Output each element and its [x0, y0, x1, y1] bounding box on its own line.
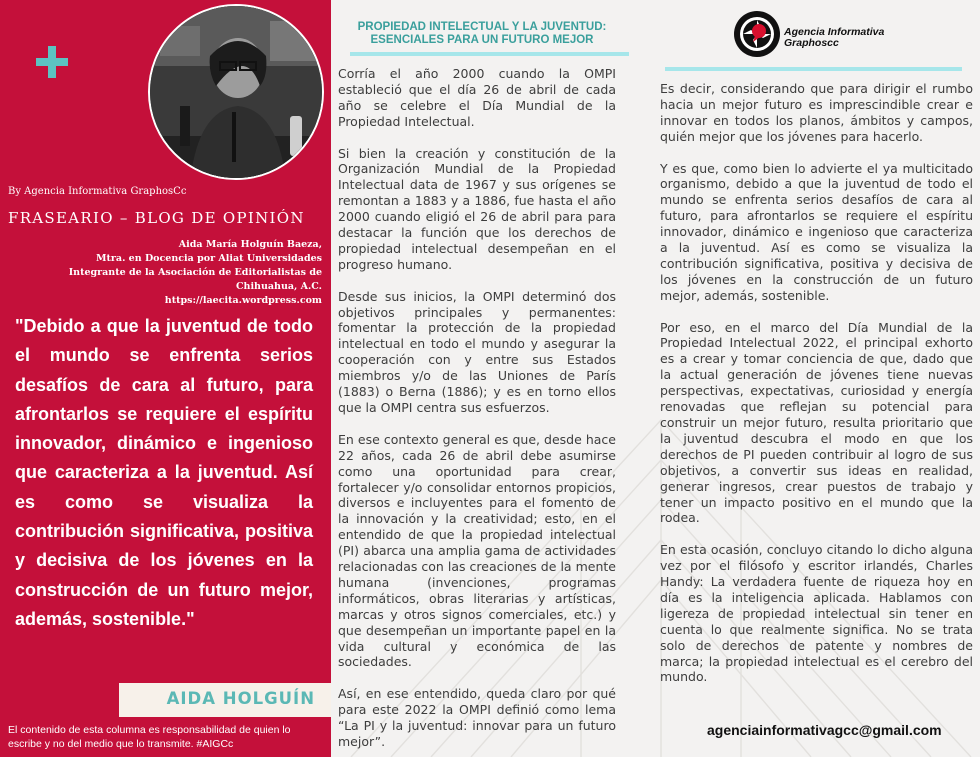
logo-divider	[665, 67, 962, 71]
paragraph: Por eso, en el marco del Día Mundial de la Propiedad Intelectual 2022, el principal exhorto es a crear y tomar conciencia de que, dado que la actual generación de jóvenes tiene nuevas perspectivas, expectativas, curiosidad y energía renovadas que reflejan su potencial para construir un mejor futuro, resulta prioritario que la juventud descubra el modo en que los derechos de PI pueden contribuir al logro de sus objetivos, a convertir sus ideas en realidad, generar ingresos, crear puestos de trabajo y tener un impacto positivo en el mundo que la rodea.	[660, 319, 973, 526]
title-divider	[350, 52, 629, 56]
blog-title: FRASEARIO – BLOG DE OPINIÓN	[8, 209, 305, 227]
author-website-link[interactable]: https://laecita.wordpress.com	[164, 295, 322, 306]
paragraph: Es decir, considerando que para dirigir el rumbo hacia un mejor futuro es imprescindible crear e innovar en todos los planos, ámbitos y campos, quién mejor que los jóvenes para hacerlo.	[660, 81, 973, 144]
paragraph: En esta ocasión, concluyo citando lo dicho alguna vez por el filósofo y escritor irlandés, Charles Handy: La verdadera fuente de riqueza hoy en día es la inteligencia aplicada. Hablamos con ligereza de propiedad intelectual sin tener en cuenta lo que realmente significa. No se trata solo de derechos de patente y nombres de marca; la propiedad intelectual es el cerebro del mundo.	[660, 542, 973, 685]
author-name: AIDA HOLGUÍN	[166, 689, 315, 708]
agency-logo	[733, 10, 893, 58]
author-portrait	[148, 4, 324, 180]
portrait-image	[150, 6, 324, 180]
author-full-name: Aida María Holguín Baeza,	[178, 239, 322, 250]
left-panel	[0, 0, 331, 757]
paragraph: Así, en ese entendido, queda claro por qué para este 2022 la OMPI definió como lema “La PI y la juventud: innovar para un futuro mejor”.	[338, 686, 616, 749]
paragraph: Si bien la creación y constitución de la Organización Mundial de la Propiedad Intelectual data de 1967 y sus orígenes se remontan a 1883 y a 1886, fue hasta el año 2000 cuando eligió el 26 de abril para para destacar la función que los derechos de propiedad intelectual desempeñan en el progreso humano.	[338, 145, 616, 272]
author-info	[8, 238, 322, 308]
paragraph: Desde sus inicios, la OMPI determinó dos objetivos principales y permanentes: fomentar la protección de la propiedad intelectual en todo el mundo y asegurar la cooperación con y entre sus Estados miembros y/o de las Uniones de París (1883) o Berna (1886); y es en torno ellos que la OMPI centra sus esfuerzos.	[338, 288, 616, 415]
agency-logo-line-1: Agencia Informativa	[784, 26, 885, 38]
contact-email[interactable]: agenciainformativagcc@gmail.com	[707, 722, 942, 738]
agency-logo-line-2: Graphoscc	[784, 37, 839, 49]
author-association-city: Chihuahua, A.C.	[235, 281, 322, 292]
article-title	[352, 21, 612, 47]
paragraph: Corría el año 2000 cuando la OMPI estableció que el día 26 de abril de cada año se celebre el Día Mundial de la Propiedad Intelectual.	[338, 66, 616, 129]
author-degree: Mtra. en Docencia por Aliat Universidades	[96, 253, 322, 264]
disclaimer: El contenido de esta columna es responsabilidad de quien lo escribe y no del medio que lo transmite. #AIGCc	[8, 724, 291, 750]
plus-icon	[36, 46, 68, 78]
paragraph: En ese contexto general es que, desde hace 22 años, cada 26 de abril debe asumirse como una oportunidad para crear, fortalecer y/o consolidar entornos propicios, diversos e incluyentes para el fomento de la innovación y la creatividad; esto, en el entendido de que la propiedad intelectual (PI) abarca una amplia gama de actividades relacionadas con las creaciones de la mente humana (invenciones, programas informáticos, obras literarias y artísticas, marcas y otros signos comerciales, etc.) y que desempeñan un importante papel en la vida cultural y económica de las sociedades.	[338, 431, 616, 670]
camera-lens-icon	[733, 10, 781, 58]
paragraph: Y es que, como bien lo advierte el ya multicitado organismo, debido a que la juventud de todo el mundo se enfrenta serios desafíos de cara al futuro, para afrontarlos se requiere el espíritu innovador, dinámico e ingenioso que caracteriza a la juventud. Así es como se visualiza la contribución significativa, positiva y decisiva de los jóvenes en la construcción de un futuro mejor, además, sostenible.	[660, 160, 973, 303]
article-column-2	[660, 81, 973, 701]
article-column-1	[338, 66, 616, 757]
pull-quote: "Debido a que la juventud de todo el mundo se enfrenta serios desafíos de cara al futuro, para afrontarlos se requiere el espíritu innovador, dinámico e ingenioso que caracteriza a la juventud. Así es como se visualiza la contribución significativa, positiva y decisiva de los jóvenes en la construcción de un futuro mejor, además, sostenible."	[15, 316, 313, 629]
author-association: Integrante de la Asociación de Editorialistas de	[68, 267, 322, 278]
article-title-line-1: PROPIEDAD INTELECTUAL Y LA JUVENTUD:	[357, 21, 607, 33]
agency-logo-text	[784, 27, 894, 49]
article-title-line-2: ESENCIALES PARA UN FUTURO MEJOR	[370, 34, 594, 46]
author-name-box	[119, 683, 331, 717]
byline: By Agencia Informativa GraphosCc	[8, 186, 187, 197]
